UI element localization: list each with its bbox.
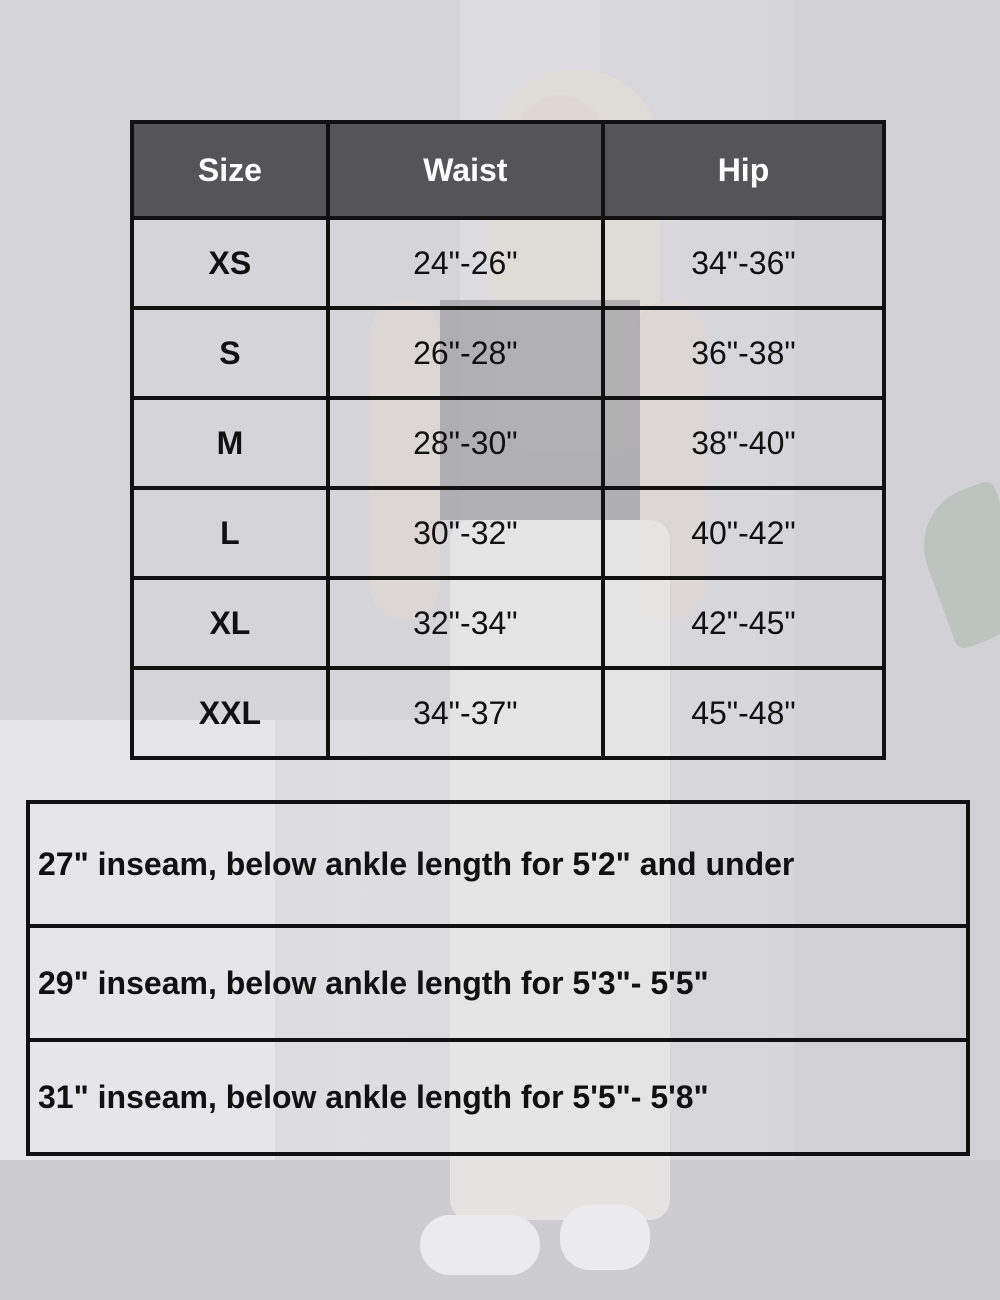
waist-cell: 24"-26" xyxy=(328,218,603,308)
waist-column-header: Waist xyxy=(328,122,603,218)
inseam-note: 27" inseam, below ankle length for 5'2" and under xyxy=(38,845,795,882)
size-cell: S xyxy=(132,308,328,398)
table-row xyxy=(132,668,884,758)
inseam-notes-table xyxy=(26,800,970,1156)
waist-cell: 30"-32" xyxy=(328,488,603,578)
table-row xyxy=(132,578,884,668)
hip-cell: 42"-45" xyxy=(603,578,884,668)
size-cell: M xyxy=(132,398,328,488)
inseam-note: 29" inseam, below ankle length for 5'3"- 5'5" xyxy=(30,924,966,1038)
table-header-row xyxy=(132,122,884,218)
size-cell: XS xyxy=(132,218,328,308)
waist-cell: 28"-30" xyxy=(328,398,603,488)
size-cell: XXL xyxy=(132,668,328,758)
table-row xyxy=(132,488,884,578)
hip-cell: 40"-42" xyxy=(603,488,884,578)
waist-cell: 26"-28" xyxy=(328,308,603,398)
hip-column-header: Hip xyxy=(603,122,884,218)
waist-cell: 34"-37" xyxy=(328,668,603,758)
hip-cell: 45"-48" xyxy=(603,668,884,758)
size-column-header: Size xyxy=(132,122,328,218)
hip-cell: 38"-40" xyxy=(603,398,884,488)
hip-cell: 34"-36" xyxy=(603,218,884,308)
size-cell: XL xyxy=(132,578,328,668)
table-row xyxy=(132,398,884,488)
table-row xyxy=(132,218,884,308)
inseam-note: 31" inseam, below ankle length for 5'5"- 5'8" xyxy=(30,1038,966,1152)
size-cell: L xyxy=(132,488,328,578)
table-row xyxy=(132,308,884,398)
waist-cell: 32"-34" xyxy=(328,578,603,668)
hip-cell: 36"-38" xyxy=(603,308,884,398)
size-chart-table xyxy=(130,120,886,760)
